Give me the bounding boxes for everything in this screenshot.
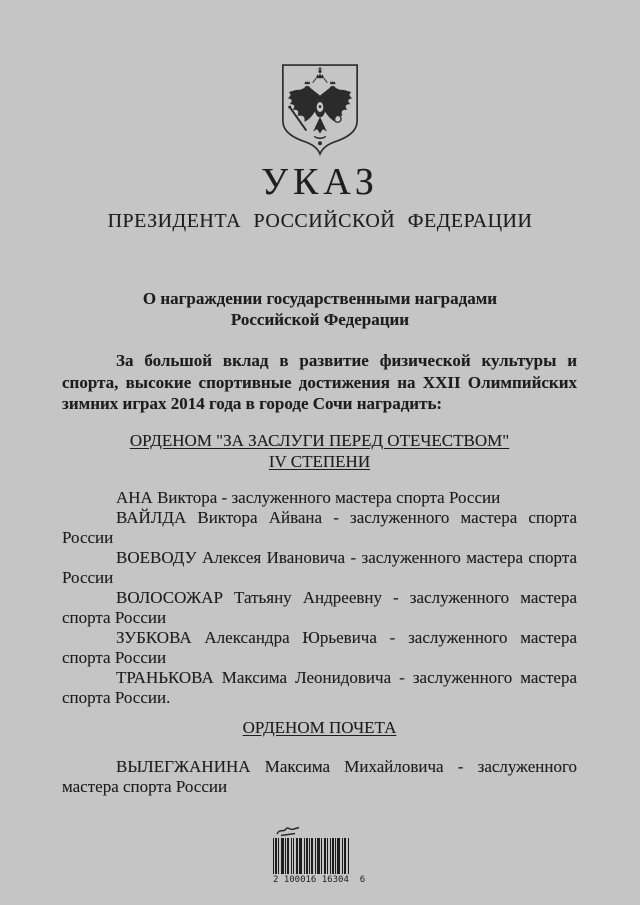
decree-preamble: За большой вклад в развитие физической культуры и спорта, высокие спортивные достижения на XXII Олимпийских зимних играх 2014 года в городе Сочи наградить:	[62, 351, 577, 413]
award-entry: ЗУБКОВА Александра Юрьевича - заслуженного мастера спорта России	[62, 628, 577, 667]
award-entry: ВАЙЛДА Виктора Айвана - заслуженного мастера спорта России	[62, 508, 577, 547]
section-heading-merit	[62, 430, 577, 472]
section-heading-honor	[62, 717, 577, 738]
barcode-bars	[273, 838, 350, 874]
decree-subtitle: ПРЕЗИДЕНТА РОССИЙСКОЙ ФЕДЕРАЦИИ	[107, 210, 533, 232]
award-entry: ТРАНЬКОВА Максима Леонидовича - заслуженного мастера спорта России.	[62, 668, 577, 707]
award-entry: ВЫЛЕГЖАНИНА Максима Михайловича - заслуженного мастера спорта России	[62, 757, 577, 796]
barcode-digits: 2 100016 16304 6	[273, 875, 366, 885]
section-heading-merit-line-2: IV СТЕПЕНИ	[268, 452, 371, 471]
subject-line-2: Российской Федерации	[230, 310, 410, 329]
subject-line-1: О награждении государственными наградами	[142, 289, 498, 308]
barcode	[273, 826, 383, 885]
decree-title: УКАЗ	[261, 161, 379, 203]
russia-coat-of-arms-icon	[277, 62, 363, 160]
section-order-of-honor	[62, 717, 577, 797]
section-heading-merit-line-1: ОРДЕНОМ "ЗА ЗАСЛУГИ ПЕРЕД ОТЕЧЕСТВОМ"	[129, 431, 510, 450]
award-entry: ВОЛОСОЖАР Татьяну Андреевну - заслуженного мастера спорта России	[62, 588, 577, 627]
award-entry: ВОЕВОДУ Алексея Ивановича - заслуженного мастера спорта России	[62, 548, 577, 587]
decree-subject	[0, 288, 640, 330]
award-entry: АНА Виктора - заслуженного мастера спорта России	[116, 488, 501, 507]
pen-mark-icon	[275, 826, 301, 837]
section-heading-honor-line-1: ОРДЕНОМ ПОЧЕТА	[242, 718, 397, 737]
section-order-merit-fatherland	[62, 430, 577, 708]
